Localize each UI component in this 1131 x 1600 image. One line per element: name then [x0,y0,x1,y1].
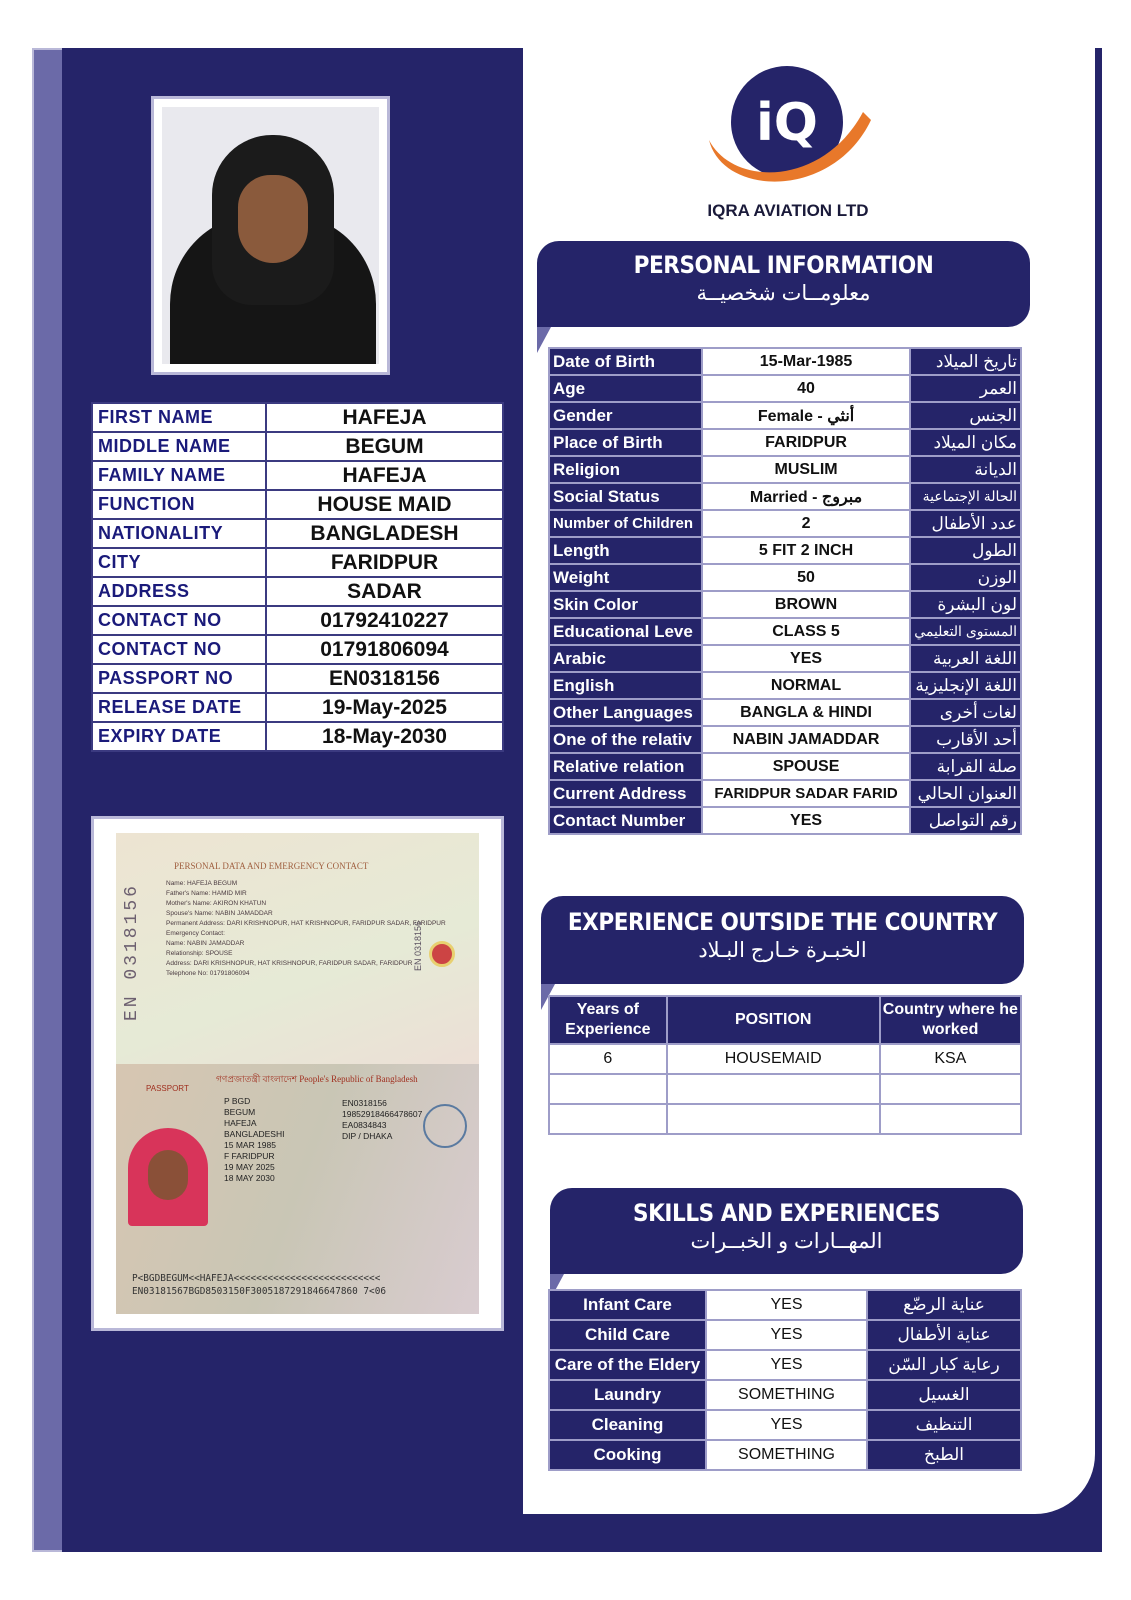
column-header: Country where he worked [880,996,1021,1044]
table-row [92,664,503,693]
table-row [549,645,1021,672]
table-row [549,699,1021,726]
table-row [549,456,1021,483]
skill-value: SOMETHING [706,1380,867,1410]
passport-field: F FARIDPUR [224,1150,275,1161]
table-row [92,548,503,577]
passport-photo [128,1128,208,1226]
skill-label-ar: التنظيف [867,1410,1021,1440]
row-label: RELEASE DATE [92,693,266,722]
passport-stamp-icon [429,941,455,967]
table-row [549,429,1021,456]
table-row [92,490,503,519]
row-label: Contact Number [549,807,702,834]
row-label: CONTACT NO [92,635,266,664]
table-row [549,807,1021,834]
row-label: Age [549,375,702,402]
skill-value: SOMETHING [706,1440,867,1470]
table-row [549,402,1021,429]
row-label-ar: العمر [910,375,1021,402]
passport-data-page [116,833,479,1064]
row-value: 15-Mar-1985 [702,348,910,375]
row-value: BANGLA & HINDI [702,699,910,726]
table-cell [880,1104,1021,1134]
passport-side-number: EN 0318156 [122,883,142,1022]
row-value: SADAR [266,577,503,606]
mrz-line: EN03181567BGD8503150F3005187291846647860 7<06 [132,1285,386,1297]
row-label-ar: عدد الأطفال [910,510,1021,537]
candidate-photo-frame [151,96,390,375]
table-row [549,1074,1021,1104]
row-value: 19-May-2025 [266,693,503,722]
row-value: HAFEJA [266,461,503,490]
table-row [549,591,1021,618]
passport-field: 18 MAY 2030 [224,1172,275,1183]
passport-bio-fields-right [342,1098,422,1142]
table-row [92,693,503,722]
table-cell [549,1104,667,1134]
row-value: HAFEJA [266,403,503,432]
passport-line: Telephone No: 01791806094 [166,970,250,977]
skill-value: YES [706,1410,867,1440]
passport-field: 19 MAY 2025 [224,1161,275,1172]
row-value: HOUSE MAID [266,490,503,519]
passport-line: Emergency Contact: [166,930,225,937]
passport-field: DIP / DHAKA [342,1130,393,1141]
passport-line: Spouse's Name: NABIN JAMADDAR [166,910,273,917]
row-label-ar: تاريخ الميلاد [910,348,1021,375]
passport-line: Name: HAFEJA BEGUM [166,880,238,887]
row-label: CITY [92,548,266,577]
table-row [92,519,503,548]
table-row [549,1104,1021,1134]
skill-label: Care of the Eldery [549,1350,706,1380]
skill-label-ar: الطبخ [867,1440,1021,1470]
passport-field: 19852918466478607 [342,1108,423,1119]
skill-label: Laundry [549,1380,706,1410]
row-value: MUSLIM [702,456,910,483]
passport-line: Relationship: SPOUSE [166,950,233,957]
passport-emblem-icon [423,1104,467,1148]
row-value: FARIDPUR SADAR FARID [702,780,910,807]
row-value: BEGUM [266,432,503,461]
passport-scan-frame [91,816,504,1331]
row-value: EN0318156 [266,664,503,693]
passport-field: P BGD [224,1095,251,1106]
row-label: English [549,672,702,699]
table-cell: KSA [880,1044,1021,1074]
row-label: Current Address [549,780,702,807]
personal-info-banner [537,241,1030,327]
table-row [549,348,1021,375]
passport-side-number-small: EN 0318156 [413,921,423,972]
row-label-ar: اللغة العربية [910,645,1021,672]
row-label-ar: اللغة الإنجليزية [910,672,1021,699]
table-header-row [549,996,1021,1044]
table-row [92,635,503,664]
table-cell [667,1104,880,1134]
row-value: 50 [702,564,910,591]
row-label: Date of Birth [549,348,702,375]
logo-letters: iQ [755,93,819,153]
passport-field: EN0318156 [342,1097,387,1108]
skill-label: Cleaning [549,1410,706,1440]
passport-scan [116,833,479,1314]
skill-value: YES [706,1350,867,1380]
passport-bio-page [116,1064,479,1314]
table-row [549,537,1021,564]
row-value: SPOUSE [702,753,910,780]
table-row [549,1044,1021,1074]
experience-title-ar: الخبـرة خـارج البـلاد [698,939,867,962]
row-value: Married - مبروج [702,483,910,510]
row-label: FIRST NAME [92,403,266,432]
table-row [92,432,503,461]
table-row [549,1350,1021,1380]
row-label-ar: الديانة [910,456,1021,483]
row-label-ar: صلة القرابة [910,753,1021,780]
skill-value: YES [706,1290,867,1320]
row-value: 18-May-2030 [266,722,503,751]
table-row [549,375,1021,402]
table-row [549,780,1021,807]
table-row [549,726,1021,753]
passport-mrz [132,1272,386,1298]
photo-face-shape [238,175,308,263]
table-row [92,403,503,432]
skills-title: SKILLS AND EXPERIENCES [633,1199,940,1227]
table-row [549,510,1021,537]
row-label: EXPIRY DATE [92,722,266,751]
iqra-logo-icon [703,62,873,190]
row-label: Place of Birth [549,429,702,456]
skill-label-ar: رعاية كبار السّن [867,1350,1021,1380]
passport-data-lines [166,879,446,979]
row-value: 01791806094 [266,635,503,664]
experience-title: EXPERIENCE OUTSIDE THE COUNTRY [567,908,998,936]
table-row [549,618,1021,645]
passport-field: 15 MAR 1985 [224,1139,276,1150]
table-row [92,606,503,635]
row-value: YES [702,807,910,834]
table-row [549,753,1021,780]
row-label-ar: المستوى التعليمي [910,618,1021,645]
passport-line: Mother's Name: AKIRON KHATUN [166,900,267,907]
table-cell: 6 [549,1044,667,1074]
row-label: PASSPORT NO [92,664,266,693]
row-label: Weight [549,564,702,591]
row-label-ar: الطول [910,537,1021,564]
row-label: MIDDLE NAME [92,432,266,461]
table-row [549,1320,1021,1350]
company-name: IQRA AVIATION LTD [707,201,869,220]
row-label: Relative relation [549,753,702,780]
table-row [549,483,1021,510]
skills-title-ar: المهــارات و الخبــرات [690,1230,883,1253]
row-value: BANGLADESH [266,519,503,548]
row-value: CLASS 5 [702,618,910,645]
row-label: Social Status [549,483,702,510]
row-label: ADDRESS [92,577,266,606]
row-value: 5 FIT 2 INCH [702,537,910,564]
row-label-ar: لغات أخرى [910,699,1021,726]
table-row [549,1410,1021,1440]
passport-field: BEGUM [224,1106,256,1117]
row-label-ar: الجنس [910,402,1021,429]
row-label: Skin Color [549,591,702,618]
row-value: 40 [702,375,910,402]
mrz-line: P<BGDBEGUM<<HAFEJA<<<<<<<<<<<<<<<<<<<<<<<<<< [132,1272,381,1284]
table-row [549,564,1021,591]
row-label-ar: الوزن [910,564,1021,591]
row-label: FAMILY NAME [92,461,266,490]
table-row [549,672,1021,699]
row-label-ar: الحالة الإجتماعية [910,483,1021,510]
passport-field: EA0834843 [342,1119,387,1130]
passport-field: BANGLADESHI [224,1128,285,1139]
column-header: POSITION [667,996,880,1044]
row-value: Female - أنثي [702,402,910,429]
row-label: CONTACT NO [92,606,266,635]
passport-bio-title: গণপ্রজাতন্ত্রী বাংলাদেশ People's Republic of Bangladesh [216,1073,418,1084]
row-label-ar: مكان الميلاد [910,429,1021,456]
passport-bio-fields [224,1096,284,1184]
skill-label-ar: عناية الرضّع [867,1290,1021,1320]
row-label-ar: العنوان الحالي [910,780,1021,807]
experience-banner [541,896,1024,984]
row-label: NATIONALITY [92,519,266,548]
row-label-ar: أحد الأقارب [910,726,1021,753]
passport-badge: PASSPORT [146,1083,189,1093]
passport-data-title: PERSONAL DATA AND EMERGENCY CONTACT [174,861,369,871]
skills-table [548,1289,1022,1471]
table-row [92,577,503,606]
skill-label: Infant Care [549,1290,706,1320]
passport-line: Permanent Address: DARI KRISHNOPUR, HAT KRISHNOPUR, FARIDPUR SADAR, FARIDPUR [166,920,446,927]
row-label: Number of Children [549,510,702,537]
row-value: 01792410227 [266,606,503,635]
row-value: YES [702,645,910,672]
row-value: NABIN JAMADDAR [702,726,910,753]
row-label: Religion [549,456,702,483]
table-row [549,1440,1021,1470]
table-cell [549,1074,667,1104]
candidate-summary-table [91,402,504,752]
table-cell: HOUSEMAID [667,1044,880,1074]
table-row [549,1380,1021,1410]
skill-label-ar: الغسيل [867,1380,1021,1410]
skill-label: Child Care [549,1320,706,1350]
row-value: 2 [702,510,910,537]
row-label-ar: لون البشرة [910,591,1021,618]
row-label: Gender [549,402,702,429]
skill-label: Cooking [549,1440,706,1470]
row-label: Other Languages [549,699,702,726]
row-label-ar: رقم التواصل [910,807,1021,834]
table-row [549,1290,1021,1320]
passport-field: HAFEJA [224,1117,257,1128]
table-row [92,722,503,751]
skill-value: YES [706,1320,867,1350]
table-row [92,461,503,490]
passport-line: Address: DARI KRISHNOPUR, HAT KRISHNOPUR, FARIDPUR SADAR, FARIDPUR [166,960,413,967]
personal-info-title-ar: معلومــات شخصيــة [696,282,871,305]
candidate-photo [162,107,379,364]
row-value: FARIDPUR [266,548,503,577]
table-cell [667,1074,880,1104]
column-header: Years of Experience [549,996,667,1044]
skill-label-ar: عناية الأطفال [867,1320,1021,1350]
experience-table [548,995,1022,1135]
row-label: FUNCTION [92,490,266,519]
row-label: Length [549,537,702,564]
personal-info-table [548,347,1022,835]
passport-line: Father's Name: HAMID MIR [166,890,247,897]
skills-banner [550,1188,1023,1274]
row-value: FARIDPUR [702,429,910,456]
row-label: One of the relativ [549,726,702,753]
row-value: NORMAL [702,672,910,699]
row-label: Arabic [549,645,702,672]
personal-info-title: PERSONAL INFORMATION [633,251,934,279]
row-label: Educational Leve [549,618,702,645]
table-cell [880,1074,1021,1104]
row-value: BROWN [702,591,910,618]
passport-line: Name: NABIN JAMADDAR [166,940,245,947]
